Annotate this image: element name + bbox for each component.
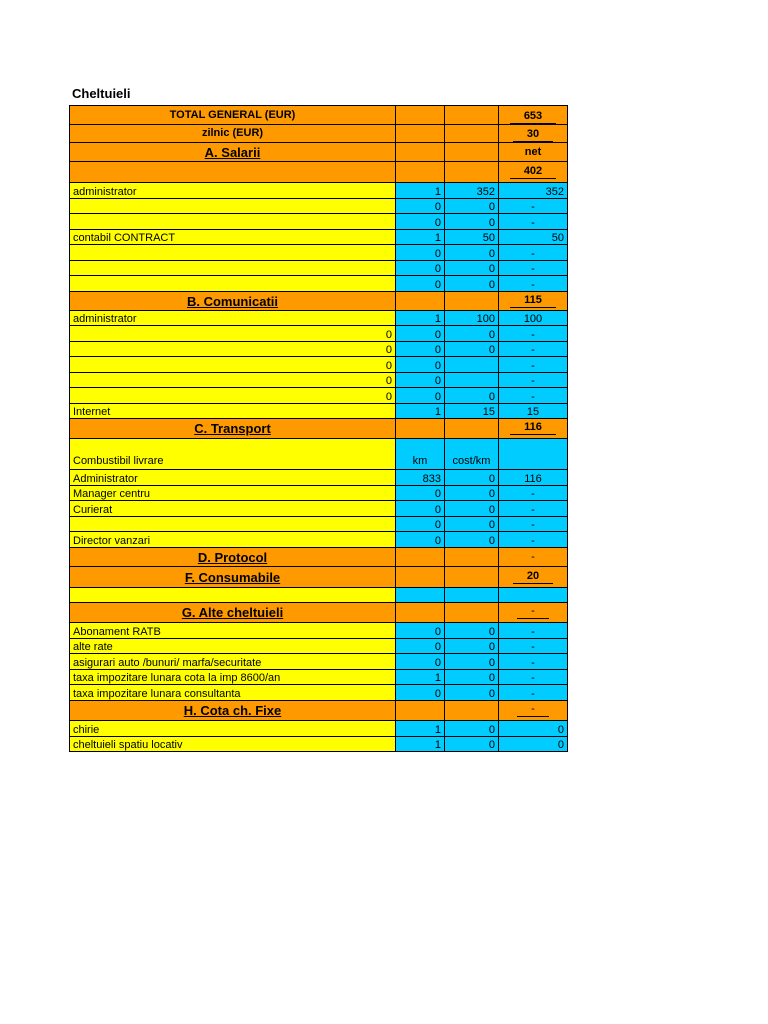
item-total[interactable]: - [499, 199, 568, 213]
item-qty[interactable]: 0 [396, 517, 445, 531]
item-price[interactable]: 0 [445, 639, 499, 653]
fixe-total-text: - [517, 704, 549, 717]
item-total[interactable]: - [499, 276, 568, 291]
item-total[interactable]: - [499, 639, 568, 653]
item-side-value[interactable]: 0 [69, 326, 396, 341]
item-price[interactable]: 0 [445, 199, 499, 213]
daily-label[interactable]: zilnic (EUR) [69, 125, 396, 142]
item-total[interactable]: - [499, 214, 568, 229]
item-name[interactable]: Internet [69, 404, 396, 418]
empty-cell[interactable] [396, 292, 445, 310]
item-price[interactable]: 0 [445, 214, 499, 229]
fixe-total[interactable] [499, 701, 568, 720]
item-price[interactable]: 0 [445, 737, 499, 751]
item-qty[interactable]: 0 [396, 654, 445, 669]
section-alte-cheltuieli [69, 603, 568, 623]
section-transport [69, 419, 568, 439]
empty-cell[interactable] [445, 292, 499, 310]
total-general-value-text: 653 [510, 111, 556, 124]
item-total[interactable]: - [499, 486, 568, 500]
total-general-label[interactable]: TOTAL GENERAL (EUR) [69, 106, 396, 124]
item-name[interactable]: asigurari auto /bunuri/ marfa/securitate [69, 654, 396, 669]
net-label[interactable]: net [499, 143, 568, 161]
item-qty[interactable]: 0 [396, 501, 445, 516]
table-row [69, 261, 568, 276]
item-name[interactable]: alte rate [69, 639, 396, 653]
item-price[interactable]: 0 [445, 685, 499, 700]
item-qty[interactable]: 0 [396, 342, 445, 356]
item-qty[interactable]: 1 [396, 311, 445, 325]
empty-cell[interactable] [396, 419, 445, 438]
empty-cell[interactable] [69, 588, 396, 602]
section-heading[interactable]: G. Alte cheltuieli [69, 603, 396, 622]
section-salarii [69, 143, 568, 162]
item-qty[interactable]: 0 [396, 388, 445, 403]
transport-total[interactable] [499, 419, 568, 438]
item-qty[interactable]: 0 [396, 373, 445, 387]
item-price[interactable]: 0 [445, 388, 499, 403]
item-price[interactable]: 352 [445, 183, 499, 198]
comunicatii-total-text: 115 [510, 295, 556, 308]
table-row [69, 404, 568, 419]
item-side-value[interactable]: 0 [69, 373, 396, 387]
item-name[interactable]: Abonament RATB [69, 623, 396, 638]
item-price[interactable]: 0 [445, 276, 499, 291]
empty-cell[interactable] [445, 162, 499, 182]
item-price[interactable]: 0 [445, 245, 499, 260]
item-price[interactable]: 0 [445, 470, 499, 485]
item-total[interactable]: - [499, 501, 568, 516]
km-column-header[interactable]: km [396, 439, 445, 469]
table-row [69, 639, 568, 654]
item-price[interactable] [445, 373, 499, 387]
table-row [69, 388, 568, 404]
item-qty[interactable]: 833 [396, 470, 445, 485]
empty-cell[interactable] [445, 701, 499, 720]
empty-cell[interactable] [396, 701, 445, 720]
consumabile-total[interactable] [499, 567, 568, 587]
item-price[interactable]: 0 [445, 501, 499, 516]
item-side-value[interactable]: 0 [69, 388, 396, 403]
table-row [69, 486, 568, 501]
item-total[interactable]: - [499, 623, 568, 638]
item-total[interactable]: 0 [499, 737, 568, 751]
consumabile-total-text: 20 [513, 571, 553, 584]
empty-cell[interactable] [445, 419, 499, 438]
item-qty[interactable]: 0 [396, 685, 445, 700]
table-row [69, 276, 568, 292]
table-row [69, 245, 568, 261]
item-qty[interactable]: 0 [396, 199, 445, 213]
item-name[interactable]: cheltuieli spatiu locativ [69, 737, 396, 751]
alte-total-text: - [517, 606, 549, 619]
empty-cell[interactable] [396, 548, 445, 566]
item-qty[interactable]: 1 [396, 670, 445, 684]
empty-cell[interactable] [445, 603, 499, 622]
item-name[interactable]: Administrator [69, 470, 396, 485]
salarii-total-row [69, 162, 568, 183]
salarii-total[interactable] [499, 162, 568, 182]
item-name[interactable]: taxa impozitare lunara consultanta [69, 685, 396, 700]
daily-value-text: 30 [513, 129, 553, 142]
table-row [69, 654, 568, 670]
item-name[interactable] [69, 214, 396, 229]
section-heading[interactable]: B. Comunicatii [69, 292, 396, 310]
item-name[interactable] [69, 276, 396, 291]
table-row [69, 214, 568, 230]
empty-cell[interactable] [445, 106, 499, 124]
item-price[interactable]: 0 [445, 326, 499, 341]
table-row [69, 588, 568, 603]
empty-cell[interactable] [396, 162, 445, 182]
item-total[interactable]: - [499, 685, 568, 700]
table-row [69, 311, 568, 326]
total-general-row [69, 105, 568, 125]
item-name[interactable]: administrator [69, 311, 396, 325]
item-price[interactable]: 15 [445, 404, 499, 418]
item-qty[interactable]: 0 [396, 486, 445, 500]
empty-cell[interactable] [499, 439, 568, 469]
table-row [69, 470, 568, 486]
empty-cell[interactable] [396, 125, 445, 142]
item-qty[interactable]: 0 [396, 639, 445, 653]
item-qty[interactable]: 1 [396, 721, 445, 736]
transport-total-text: 116 [510, 422, 556, 435]
empty-cell[interactable] [499, 588, 568, 602]
empty-cell[interactable] [69, 162, 396, 182]
section-heading[interactable]: A. Salarii [69, 143, 396, 161]
item-qty[interactable]: 0 [396, 623, 445, 638]
item-qty[interactable]: 1 [396, 737, 445, 751]
empty-cell[interactable] [396, 567, 445, 587]
section-cota-fixe [69, 701, 568, 721]
item-qty[interactable]: 0 [396, 214, 445, 229]
item-total[interactable]: - [499, 532, 568, 547]
item-qty[interactable]: 0 [396, 261, 445, 275]
empty-cell[interactable] [396, 588, 445, 602]
item-total[interactable]: - [499, 654, 568, 669]
item-name[interactable] [69, 261, 396, 275]
salarii-total-text: 402 [510, 166, 556, 179]
empty-cell[interactable] [445, 548, 499, 566]
table-row [69, 230, 568, 245]
table-row [69, 199, 568, 214]
section-heading[interactable]: D. Protocol [69, 548, 396, 566]
empty-cell[interactable] [396, 106, 445, 124]
daily-value[interactable] [499, 125, 568, 142]
item-total[interactable]: 50 [499, 230, 568, 244]
section-heading[interactable]: C. Transport [69, 419, 396, 438]
item-side-value[interactable]: 0 [69, 357, 396, 372]
section-protocol [69, 548, 568, 567]
alte-total[interactable] [499, 603, 568, 622]
table-row [69, 373, 568, 388]
item-side-value[interactable]: 0 [69, 342, 396, 356]
table-row [69, 737, 568, 752]
total-general-value[interactable] [499, 106, 568, 124]
item-name[interactable]: taxa impozitare lunara cota la imp 8600/an [69, 670, 396, 684]
empty-cell[interactable] [396, 603, 445, 622]
item-name[interactable]: contabil CONTRACT [69, 230, 396, 244]
table-row [69, 670, 568, 685]
item-name[interactable]: Manager centru [69, 486, 396, 500]
item-total[interactable]: 100 [499, 311, 568, 325]
item-total[interactable]: - [499, 261, 568, 275]
empty-cell[interactable] [445, 125, 499, 142]
item-qty[interactable]: 0 [396, 357, 445, 372]
item-total[interactable]: - [499, 326, 568, 341]
item-total[interactable]: 116 [499, 470, 568, 485]
cost-column-header[interactable]: cost/km [445, 439, 499, 469]
item-total[interactable]: - [499, 517, 568, 531]
item-qty[interactable]: 0 [396, 532, 445, 547]
fuel-label[interactable]: Combustibil livrare [69, 439, 396, 469]
table-row [69, 685, 568, 701]
item-price[interactable]: 0 [445, 261, 499, 275]
item-name[interactable]: administrator [69, 183, 396, 198]
table-row [69, 501, 568, 517]
item-price[interactable]: 0 [445, 721, 499, 736]
table-row [69, 357, 568, 373]
table-row [69, 623, 568, 639]
item-total[interactable]: - [499, 245, 568, 260]
item-total[interactable]: - [499, 388, 568, 403]
item-price[interactable]: 0 [445, 342, 499, 356]
table-row [69, 721, 568, 737]
item-name[interactable] [69, 199, 396, 213]
item-total[interactable]: - [499, 670, 568, 684]
table-row [69, 532, 568, 548]
transport-subheader-row [69, 439, 568, 470]
item-qty[interactable]: 1 [396, 404, 445, 418]
empty-cell[interactable] [445, 143, 499, 161]
item-total[interactable]: - [499, 373, 568, 387]
section-heading[interactable]: H. Cota ch. Fixe [69, 701, 396, 720]
section-comunicatii [69, 292, 568, 311]
item-total[interactable]: 15 [499, 404, 568, 418]
section-consumabile [69, 567, 568, 588]
item-total[interactable]: 0 [499, 721, 568, 736]
item-price[interactable]: 100 [445, 311, 499, 325]
expense-table [69, 105, 568, 752]
empty-cell[interactable] [445, 588, 499, 602]
item-price[interactable]: 0 [445, 623, 499, 638]
comunicatii-total[interactable] [499, 292, 568, 310]
table-row [69, 326, 568, 342]
item-qty[interactable]: 0 [396, 245, 445, 260]
item-name[interactable]: Director vanzari [69, 532, 396, 547]
empty-cell[interactable] [445, 567, 499, 587]
item-price[interactable] [445, 357, 499, 372]
sheet-title: Cheltuieli [72, 86, 131, 101]
item-price[interactable]: 0 [445, 654, 499, 669]
item-total[interactable]: - [499, 357, 568, 372]
item-name[interactable] [69, 245, 396, 260]
item-qty[interactable]: 1 [396, 230, 445, 244]
item-qty[interactable]: 1 [396, 183, 445, 198]
item-price[interactable]: 0 [445, 486, 499, 500]
item-total[interactable]: 352 [499, 183, 568, 198]
item-name[interactable]: chirie [69, 721, 396, 736]
daily-row [69, 125, 568, 143]
table-row [69, 517, 568, 532]
item-name[interactable]: Curierat [69, 501, 396, 516]
item-total[interactable]: - [499, 342, 568, 356]
item-price[interactable]: 50 [445, 230, 499, 244]
section-heading[interactable]: F. Consumabile [69, 567, 396, 587]
item-qty[interactable]: 0 [396, 276, 445, 291]
table-row [69, 183, 568, 199]
item-price[interactable]: 0 [445, 670, 499, 684]
item-qty[interactable]: 0 [396, 326, 445, 341]
table-row [69, 342, 568, 357]
protocol-total[interactable]: - [499, 548, 568, 566]
item-price[interactable]: 0 [445, 517, 499, 531]
empty-cell[interactable] [396, 143, 445, 161]
item-name[interactable] [69, 517, 396, 531]
item-price[interactable]: 0 [445, 532, 499, 547]
